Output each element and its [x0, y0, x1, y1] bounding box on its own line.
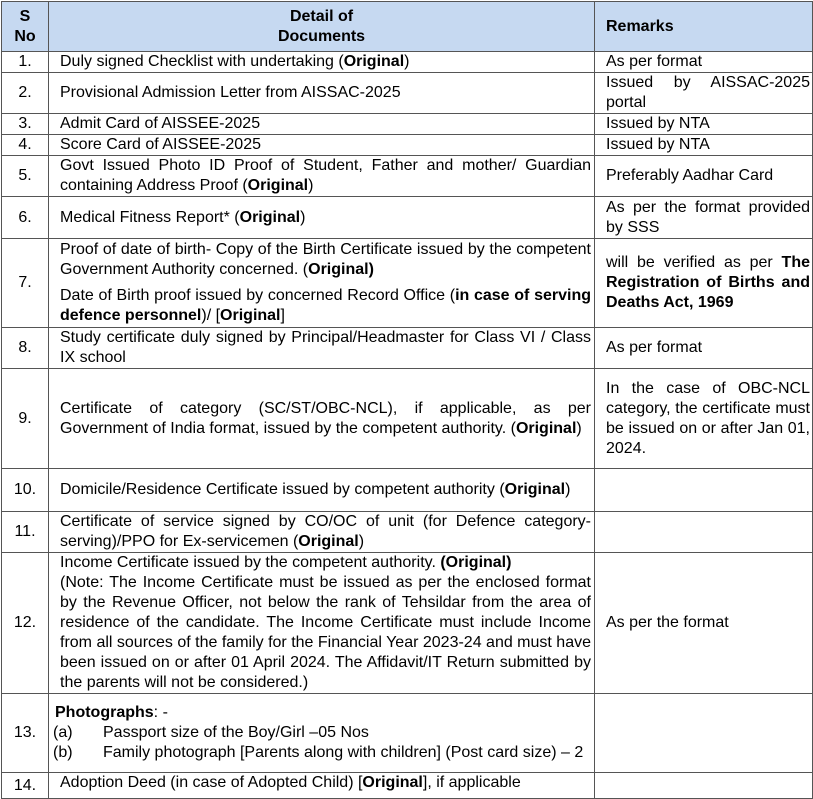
header-row	[2, 2, 813, 52]
row-subtext: Date of Birth proof issued by concerned Record Office (in case of serving defence personnel)/ [Original]	[60, 287, 591, 324]
row-sno: 3.	[2, 114, 49, 135]
row-sno: 11.	[2, 512, 49, 553]
row-detail: Income Certificate issued by the competent authority. (Original) (Note: The Income Certificate must be issued as per the enclosed format by the Revenue Officer, not below the rank of Tehsildar from the area of residence of the candidate. The Income Certificate must include Income from all sources of the family for the Financial Year 2023-24 and must have been issued on or after 01 April 2024. The Affidavit/IT Return submitted by the parents will not be considered.)	[49, 553, 595, 694]
row-detail: Duly signed Checklist with undertaking (Original)	[49, 52, 595, 73]
row-sno: 1.	[2, 52, 49, 73]
row-remarks: will be verified as per The Registration of Births and Deaths Act, 1969	[595, 239, 813, 328]
row-sno: 8.	[2, 328, 49, 369]
row-remarks: In the case of OBC-NCL category, the certificate must be issued on or after Jan 01, 2024.	[595, 369, 813, 469]
table-row	[2, 328, 813, 369]
row-sno: 13.	[2, 694, 49, 773]
table-row	[2, 469, 813, 512]
row-sno: 5.	[2, 156, 49, 197]
row-remarks: Issued by AISSAC-2025 portal	[595, 73, 813, 114]
table-row	[2, 694, 813, 773]
row-remarks	[595, 512, 813, 553]
row-detail: Study certificate duly signed by Principal/Headmaster for Class VI / Class IX school	[49, 328, 595, 369]
row-sno: 7.	[2, 239, 49, 328]
row-detail: Certificate of service signed by CO/OC of unit (for Defence category-serving)/PPO for Ex-servicemen (Original)	[49, 512, 595, 553]
row-remarks: Preferably Aadhar Card	[595, 156, 813, 197]
table-row	[2, 553, 813, 694]
row-remarks: As per the format provided by SSS	[595, 197, 813, 239]
header-sno: S No	[2, 2, 49, 52]
table-row	[2, 73, 813, 114]
row-detail: Proof of date of birth- Copy of the Birth Certificate issued by the competent Government Authority concerned. (Original) Date of Birth proof issued by concerned Record Office (in case of serving defence personnel)/ [Original]	[49, 239, 595, 328]
table-row	[2, 512, 813, 553]
table-row	[2, 135, 813, 156]
row-sno: 10.	[2, 469, 49, 512]
income-note: (Note: The Income Certificate must be issued as per the enclosed format by the Revenue Officer, not below the rank of Tehsildar from the area of residence of the candidate. The Income Certificate must include Income from all sources of the family for the Financial Year 2023-24 and must have been issued on or after 01 April 2024. The Affidavit/IT Return submitted by the parents will not be considered.)	[60, 574, 591, 691]
row-sno: 9.	[2, 369, 49, 469]
row-remarks: Issued by NTA	[595, 114, 813, 135]
row-remarks: As per format	[595, 328, 813, 369]
table-row	[2, 52, 813, 73]
list-item: (a) Passport size of the Boy/Girl –05 Nos	[53, 724, 369, 741]
table-row	[2, 156, 813, 197]
row-sno: 4.	[2, 135, 49, 156]
table-row	[2, 773, 813, 799]
list-item: (b) Family photograph [Parents along with children] (Post card size) – 2	[53, 744, 584, 761]
row-sno: 6.	[2, 197, 49, 239]
row-sno: 14.	[2, 773, 49, 799]
row-detail: Medical Fitness Report* (Original)	[49, 197, 595, 239]
row-detail: Photographs: - (a) Passport size of the Boy/Girl –05 Nos (b) Family photograph [Parents along with children] (Post card size) – 2	[49, 694, 595, 773]
row-detail: Certificate of category (SC/ST/OBC-NCL), if applicable, as per Government of India format, issued by the competent authority. (Original)	[49, 369, 595, 469]
row-detail: Score Card of AISSEE-2025	[49, 135, 595, 156]
row-sno: 12.	[2, 553, 49, 694]
row-remarks: Issued by NTA	[595, 135, 813, 156]
row-remarks: As per format	[595, 52, 813, 73]
table-row	[2, 369, 813, 469]
documents-table	[1, 1, 813, 799]
row-detail: Domicile/Residence Certificate issued by competent authority (Original)	[49, 469, 595, 512]
row-sno: 2.	[2, 73, 49, 114]
header-remarks: Remarks	[595, 2, 813, 52]
row-detail: Adoption Deed (in case of Adopted Child) [Original], if applicable	[49, 773, 595, 799]
row-remarks	[595, 773, 813, 799]
table-row	[2, 239, 813, 328]
row-detail: Provisional Admission Letter from AISSAC-2025	[49, 73, 595, 114]
row-remarks: As per the format	[595, 553, 813, 694]
table-row	[2, 197, 813, 239]
row-remarks	[595, 694, 813, 773]
row-detail: Govt Issued Photo ID Proof of Student, Father and mother/ Guardian containing Address Proof (Original)	[49, 156, 595, 197]
header-detail: Detail of Documents	[49, 2, 595, 52]
row-remarks	[595, 469, 813, 512]
table-row	[2, 114, 813, 135]
row-detail: Admit Card of AISSEE-2025	[49, 114, 595, 135]
